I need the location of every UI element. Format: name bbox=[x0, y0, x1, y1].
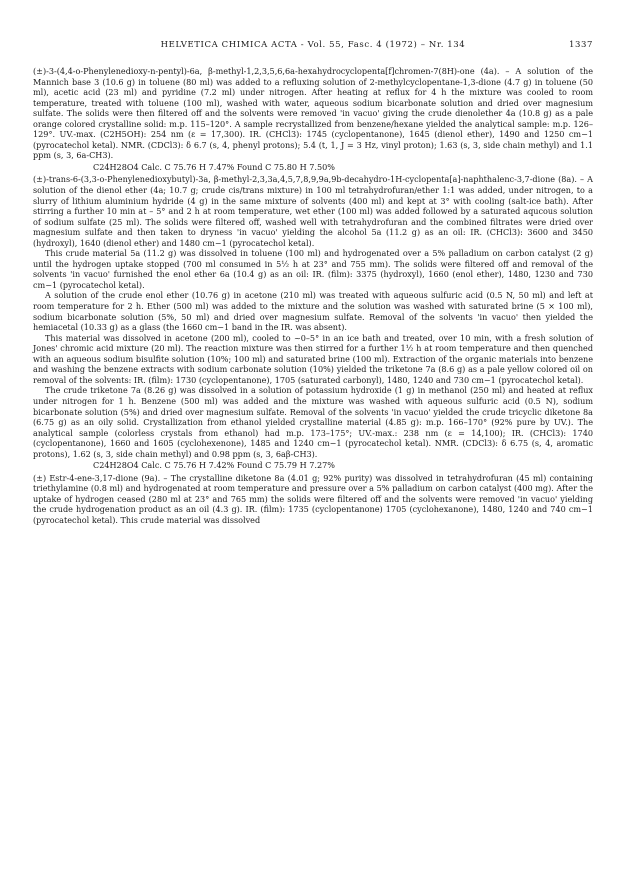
paragraph-9a: (±) Estr-4-ene-3,17-dione (9a). – The crystalline diketone 8a (4.01 g; 92% purity) was dissolved in tetrahydrofuran (45 ml) containing triethylamine (0.8 ml) and hydrogenated at room temperature and pressure over a 5% palladium on carbon catalyst (400 mg). After the uptake of hydrogen ceased (280 ml at 23° and 765 mm) the solids were filtered off and the solvents were removed 'in vacuo' yielding the crude hydrogenation product as an oil (4.3 g). IR. (film): 1735 (cyclopentanone) 1705 (cyclohexanone), 1480, 1240 and 740 cm−1 (pyrocatechol ketal). This crude material was dissolved bbox=[33, 472, 593, 525]
analysis-line-4a: C24H28O4 Calc. C 75.76 H 7.47% Found C 75.80 H 7.50% bbox=[93, 161, 335, 172]
paragraph-hydrogenation: This crude material 5a (11.2 g) was dissolved in toluene (100 ml) and hydrogenated over a 5% palladium on carbon catalyst (2 g) until the hydrogen uptake stopped (700 ml consumed in 5½ h at 23° and 755 mm). The solids were filtered off and removal of the solvents 'in vacuo' furnished the enol ether 6a (10.4 g) as an oil: IR. (film): 3375 (hydroxyl), 1660 (enol ether), 1480, 1230 and 730 cm−1 (pyrocatechol ketal). bbox=[33, 248, 593, 290]
paragraph-8a: (±)-trans-6-(3,3-o-Phenylenedioxybutyl)-3a, β-methyl-2,3,3a,4,5,7,8,9,9a,9b-decahydro-1H-cyclopenta[a]-naphthalenc-3,7-dione (8a). – A solution of the dienol ether (4a; 10.7 g; crude cis/trans mixture) in 100 ml tetrahydrofuran/ether 1:1 was added, under nitrogen, to a slurry of lithium aluminium hydride (4 g) in the same mixture of solvents (400 ml) and kept at 3° with cooling (salt-ice bath). After stirring a further 10 min at – 5° and 2 h at room temperature, wet ether (100 ml) was added followed by a saturated aqucous solution of sodium sulfate (25 ml). The solids were filtered off, washed well with tetrahydrofuran and the combined filtrates were dried over magnesium sulfate and then taken to dryness 'in vacuo' yielding the alcohol 5a (11.2 g) as an oil: IR. (CHCl3): 3600 and 3450 (hydroxyl), 1640 (dienol ether) and 1480 cm−1 (pyrocatechol ketal). bbox=[33, 174, 593, 248]
journal-page bbox=[33, 40, 593, 526]
analysis-line-8a: C24H28O4 Calc. C 75.76 H 7.42% Found C 75.79 H 7.27% bbox=[93, 460, 335, 471]
paragraph-hemiacetal: A solution of the crude enol ether (10.76 g) in acetone (210 ml) was treated with aqueous sulfuric acid (0.5 N, 50 ml) and left at room temperature for 2 h. Ether (500 ml) was added to the mixture and the solution was washed with saturated brine (5 × 100 ml), sodium bicarbonate solution (5%, 50 ml) and dried over magnesium sulfate. Removal of the solvents 'in vacuo' then yielded the hemiacetal (10.33 g) as a glass (the 1660 cm−1 band in the IR. was absent). bbox=[33, 290, 593, 333]
running-header bbox=[33, 40, 593, 54]
article-body bbox=[33, 66, 593, 526]
paragraph-4a: (±)-3-(4,4-o-Phenylenedioxy-n-pentyl)-6a, β-methyl-1,2,3,5,6,6a-hexahydrocyclopenta[f]chromen-7(8H)-one (4a). – A solution of the Mannich base 3 (10.6 g) in toluene (80 ml) was added to a refluxing solution of 2-methylcyclopentane-1,3-dione (4.7 g) in toluene (50 ml), acetic acid (23 ml) and pyridine (7.2 ml) under nitrogen. After heating at reflux for 4 h the mixture was cooled to room temperature, treated with toluene (100 ml), washed with water, aqueous sodium bicarbonate solution and dried over magnesium sulfate. The solids were then filtered off and the solvents were removed 'in vacuo' giving the crude dienolether 4a (10.8 g) as a pale orange colored crystalline solid: m.p. 115–120°. A sample recrystallized from benzene/hexane yielded the analytical sample: m.p. 126–129°. UV.-max. (C2H5OH): 254 nm (ε = 17,300). IR. (CHCl3): 1745 (cyclopentanone), 1645 (dienol ether), 1490 and 1250 cm−1 (pyrocatechol ketal). NMR. (CDCl3): δ 6.7 (s, 4, phenyl protons); 5.4 (t, 1, J = 3 Hz, vinyl proton); 1.63 (s, 3, side chain methyl) and 1.1 ppm (s, 3, 6a-CH3). bbox=[33, 66, 593, 161]
paragraph-jones-oxidation: This material was dissolved in acetone (200 ml), cooled to ~0–5° in an ice bath and treated, over 10 min, with a fresh solution of Jones' chromic acid mixture (20 ml). The reaction mixture was then stirred for a further 1½ h at room temperature and then quenched with an aqueous sodium bisulfite solution (10%; 100 ml) and saturated brine (100 ml). Extraction of the organic materials into benzene and washing the benzene extracts with sodium carbonate solution (10%) yielded the triketone 7a (8.6 g) as a pale yellow colored oil on removal of the solvents: IR. (film): 1730 (cyclopentanone), 1705 (saturated carbonyl), 1480, 1240 and 730 cm−1 (pyrocatechol ketal). bbox=[33, 332, 593, 385]
page-number: 1337 bbox=[568, 40, 593, 50]
journal-title: HELVETICA CHIMICA ACTA - Vol. 55, Fasc. 4 (1972) – Nr. 134 bbox=[160, 40, 466, 50]
paragraph-cyclization: The crude triketone 7a (8.26 g) was dissolved in a solution of potassium hydroxide (1 g) in methanol (250 ml) and heated at reflux under nitrogen for 1 h. Benzene (500 ml) was added and the mixture was washed with aqueous sulfuric acid (0.5 N), sodium bicarbonate solution (5%) and dried over magnesium sulfate. Removal of the solvents 'in vacuo' yielded the crude tricyclic diketone 8a (6.75 g) as an oily solid. Crystallization from ethanol yielded crystalline material (4.85 g): m.p. 166–170° (92% pure by UV.). The analytical sample (colorless crystals from ethanol) had m.p. 173–175°; UV.-max.: 238 nm (ε = 14,100); IR. (CHCl3): 1740 (cyclopentanone), 1660 and 1605 (cyclohexenone), 1485 and 1240 cm−1 (pyrocatechol ketal). NMR. (CDCl3): δ 6.75 (s, 4, aromatic protons), 1.62 (s, 3, side chain methyl) and 0.98 ppm (s, 3, 6aβ-CH3). bbox=[33, 385, 593, 459]
